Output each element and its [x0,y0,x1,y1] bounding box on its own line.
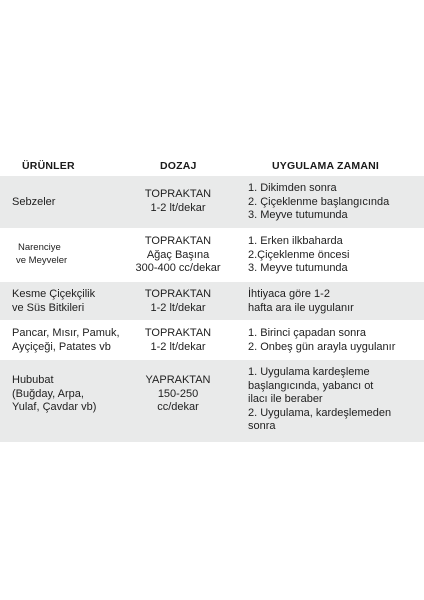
timing-cell [248,288,420,315]
timing-line: başlangıcında, yabancı ot [248,379,374,392]
dosage-line: TOPRAKTAN [144,327,212,339]
dosage-cell [126,288,230,315]
timing-cell [248,182,420,223]
product-line: Ayçiçeği, Patates vb [12,340,111,353]
table-row-pancar [0,321,424,359]
timing-line: 1. Dikimden sonra [248,182,337,194]
table-row-sebzeler [0,176,424,228]
dosage-line: Ağaç Başına [146,248,210,261]
dosage-line: cc/dekar [157,401,199,413]
dosage-line: 1-2 lt/dekar [150,340,206,353]
product-line: Narenciye [18,242,61,253]
dosage-cell [126,235,230,276]
product-cell [12,288,126,315]
timing-cell [248,366,420,434]
product-line: Yulaf, Çavdar vb) [12,401,97,413]
dosage-cell [126,327,230,354]
header-dosage: DOZAJ [160,160,197,172]
dosage-cell [126,374,230,415]
timing-line: İhtiyaca göre 1-2 [248,288,330,300]
dosage-line: 150-250 [157,387,199,400]
product-line: (Buğday, Arpa, [12,387,84,400]
dosage-line: 300-400 cc/dekar [135,262,221,274]
timing-line: 2. Onbeş gün arayla uygulanır [248,340,396,353]
dosage-line: TOPRAKTAN [144,235,212,247]
table-header [0,148,424,176]
dosage-line: 1-2 lt/dekar [150,201,206,214]
product-cell [16,241,130,267]
timing-line: 3. Meyve tutumunda [248,209,348,221]
timing-line: 3. Meyve tutumunda [248,262,348,274]
dosage-cell [126,188,230,215]
product-line: Sebzeler [12,196,56,208]
timing-cell [248,327,420,354]
table-row-narenciye [0,229,424,281]
dosage-line: TOPRAKTAN [144,288,212,300]
header-application-time: UYGULAMA ZAMANI [272,160,380,172]
timing-line: sonra [248,420,276,432]
timing-line: 1. Birinci çapadan sonra [248,327,367,339]
dosage-line: 1-2 lt/dekar [150,301,206,314]
timing-line: hafta ara ile uygulanır [248,301,354,314]
product-cell [12,327,126,354]
table-row-hububat [0,360,424,442]
header-products: ÜRÜNLER [22,160,75,172]
product-cell [12,196,126,210]
product-line: Kesme Çiçekçilik [12,288,96,300]
product-dosage-table [0,148,424,442]
timing-line: 1. Uygulama kardeşleme [248,366,370,378]
product-line: Hububat [12,374,54,386]
timing-cell [248,235,420,276]
product-line: ve Meyveler [16,255,68,266]
dosage-line: TOPRAKTAN [144,188,212,200]
product-line: ve Süs Bitkileri [12,301,85,314]
dosage-line: YAPRAKTAN [145,374,211,386]
timing-line: 2. Çiçeklenme başlangıcında [248,195,390,208]
timing-line: ilacı ile beraber [248,393,323,405]
table-row-kesme-cicekcilik [0,282,424,320]
product-line: Pancar, Mısır, Pamuk, [12,327,120,339]
timing-line: 2. Uygulama, kardeşlemeden [248,406,392,419]
timing-line: 1. Erken ilkbaharda [248,235,343,247]
timing-line: 2.Çiçeklenme öncesi [248,248,350,261]
product-cell [12,374,126,415]
